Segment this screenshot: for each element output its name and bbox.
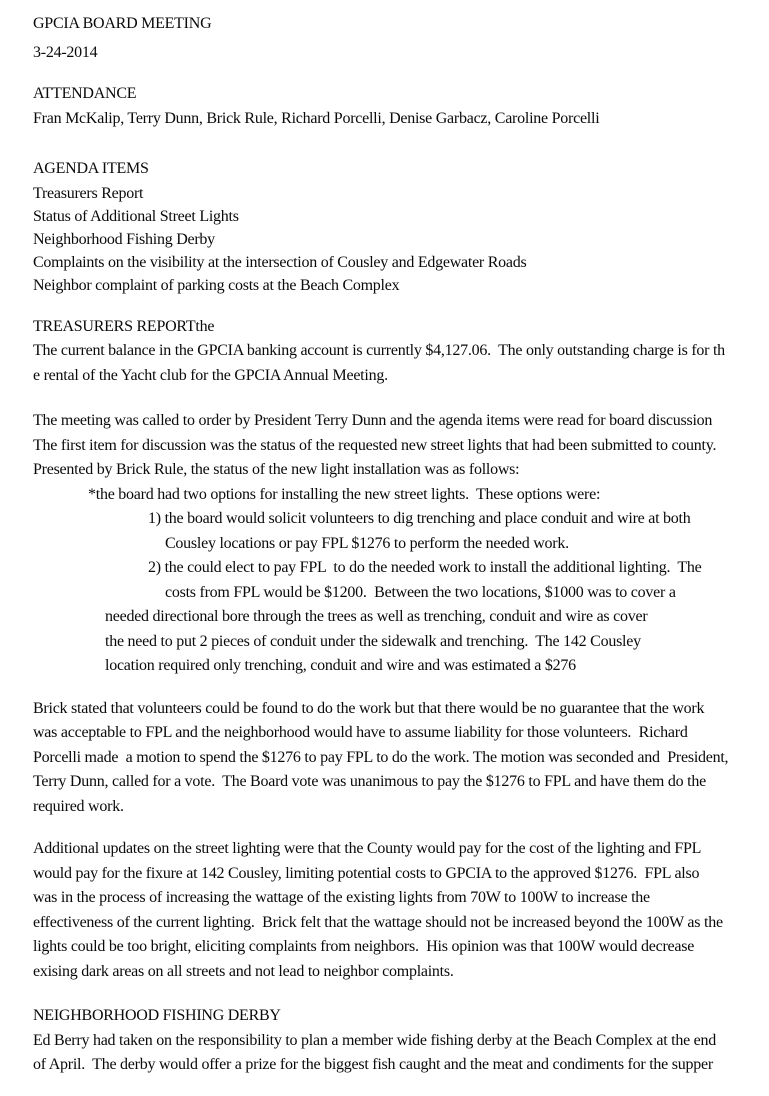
numbered-item-2-continuation: the need to put 2 pieces of conduit under the sidewalk and trenching. The 142 Cousley — [105, 632, 641, 650]
paragraph-line: The first item for discussion was the status of the requested new street lights that had been submitted to county. — [33, 436, 717, 454]
agenda-heading: AGENDA ITEMS — [33, 160, 149, 177]
agenda-item: Neighbor complaint of parking costs at the Beach Complex — [33, 276, 400, 294]
numbered-item-2-continuation: location required only trenching, conduit and wire and was estimated a $276 — [105, 657, 576, 674]
paragraph-line: would pay for the fixure at 142 Cousley, limiting potential costs to GPCIA to the approved $1276. FPL also — [33, 864, 700, 882]
numbered-item-1: 1) the board would solicit volunteers to dig trenching and place conduit and wire at both — [148, 510, 691, 527]
treasurers-report-section — [33, 315, 745, 389]
paragraph-line: e rental of the Yacht club for the GPCIA Annual Meeting. — [33, 366, 388, 384]
paragraph-line: was in the process of increasing the wattage of the existing lights from 70W to 100W to increase the — [33, 889, 650, 906]
paragraph-line: Ed Berry had taken on the responsibility to plan a member wide fishing derby at the Beach Complex at the end — [33, 1031, 717, 1049]
paragraph-line: exising dark areas on all streets and not lead to neighbor complaints. — [33, 962, 454, 980]
agenda-section — [33, 157, 745, 297]
paragraph-line: Porcelli made a motion to spend the $1276 to pay FPL to do the work. The motion was seconded and President, — [33, 748, 729, 766]
paragraph-line: Terry Dunn, called for a vote. The Board vote was unanimous to pay the $1276 to FPL and have them do the — [33, 773, 706, 790]
attendance-section — [33, 82, 745, 131]
numbered-item-2-continuation: costs from FPL would be $1200. Between the two locations, $1000 was to cover a — [165, 583, 676, 601]
numbered-item-2: 2) the could elect to pay FPL to do the needed work to install the additional lighting. The — [148, 559, 702, 576]
meeting-date: 3-24-2014 — [33, 43, 98, 61]
page-title: GPCIA BOARD MEETING — [33, 15, 212, 32]
paragraph-line: Presented by Brick Rule, the status of the new light installation was as follows: — [33, 461, 520, 478]
paragraph-line: lights could be too bright, eliciting complaints from neighbors. His opinion was that 100W would decrease — [33, 938, 695, 955]
attendance-names: Fran McKalip, Terry Dunn, Brick Rule, Richard Porcelli, Denise Garbacz, Caroline Porcelli — [33, 109, 600, 127]
numbered-item-1-continuation: Cousley locations or pay FPL $1276 to perform the needed work. — [165, 534, 569, 552]
fishing-derby-section — [33, 1004, 745, 1078]
paragraph-line: The meeting was called to order by President Terry Dunn and the agenda items were read for board discussion — [33, 412, 713, 429]
paragraph-line: effectiveness of the current lighting. Brick felt that the wattage should not be increased beyond the 100W as the — [33, 913, 723, 931]
attendance-heading: ATTENDANCE — [33, 85, 137, 102]
paragraph-line: of April. The derby would offer a prize for the biggest fish caught and the meat and condiments for the supper — [33, 1056, 713, 1073]
fishing-derby-heading: NEIGHBORHOOD FISHING DERBY — [33, 1007, 281, 1024]
agenda-item: Neighborhood Fishing Derby — [33, 230, 215, 248]
paragraph-line: Additional updates on the street lighting were that the County would pay for the cost of the lighting and FPL — [33, 840, 702, 857]
paragraph-line: was acceptable to FPL and the neighborhood would have to assume liability for those volunteers. Richard — [33, 724, 688, 741]
paragraph-line: The current balance in the GPCIA banking account is currently $4,127.06. The only outstanding charge is for th — [33, 342, 725, 359]
numbered-item-2-continuation: needed directional bore through the trees as well as trenching, conduit and wire as cover — [105, 608, 648, 625]
bullet-line: *the board had two options for installing the new street lights. These options were: — [88, 485, 601, 503]
agenda-item: Status of Additional Street Lights — [33, 207, 239, 225]
vote-paragraph — [33, 697, 745, 820]
agenda-item: Treasurers Report — [33, 184, 144, 202]
lighting-updates-paragraph — [33, 837, 745, 984]
street-lights-section — [33, 409, 745, 679]
agenda-item: Complaints on the visibility at the intersection of Cousley and Edgewater Roads — [33, 253, 527, 271]
paragraph-line: Brick stated that volunteers could be found to do the work but that there would be no guarantee that the work — [33, 699, 705, 717]
paragraph-line: required work. — [33, 797, 124, 815]
treasurers-heading: TREASURERS REPORTthe — [33, 317, 215, 335]
